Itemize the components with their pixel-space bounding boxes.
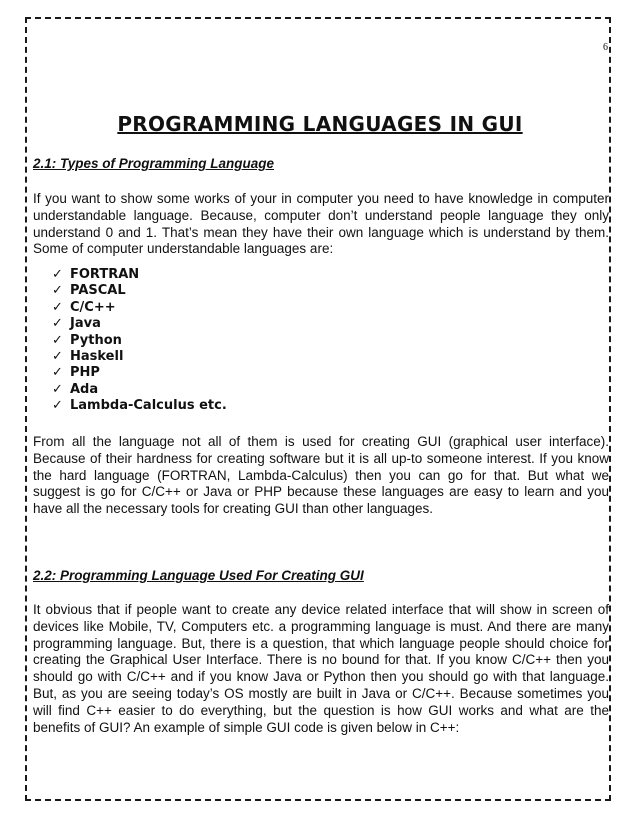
- language-name: Python: [70, 332, 122, 348]
- intro-paragraph: If you want to show some works of your in computer you need to have knowledge in computer understandable language. Because, computer don’t understand people language they only understand 0 and 1. That’s mean they have their own language which is understand by them. Some of computer understandable languages are:: [33, 191, 609, 257]
- language-name: FORTRAN: [70, 267, 140, 282]
- check-mark-icon: ✓: [52, 398, 63, 414]
- check-mark-icon: ✓: [52, 365, 63, 381]
- list-item: [52, 398, 227, 414]
- check-mark-icon: ✓: [52, 267, 63, 282]
- list-item: [52, 349, 227, 365]
- list-item: [52, 316, 227, 332]
- language-name: C/C++: [70, 299, 116, 315]
- list-item: [52, 365, 227, 381]
- list-item: [52, 300, 227, 316]
- list-item: [52, 382, 227, 398]
- language-name: Haskell: [70, 348, 124, 364]
- language-name: Lambda-Calculus etc.: [70, 398, 227, 414]
- language-name: Ada: [70, 381, 99, 397]
- section-heading-gui-languages: 2.2: Programming Language Used For Creating GUI: [33, 568, 364, 583]
- check-mark-icon: ✓: [52, 348, 63, 364]
- gui-languages-paragraph: It obvious that if people want to create any device related interface that will show in screen of devices like Mobile, TV, Computers etc. a programming language is must. And there are many programming language. But, there is a question, that which language people should choice for creating the Graphical User Interface. There is no bound for that. If you know C/C++ then you should go with C/C++ and if you know Java or Python then you should go with that language. But, as you are seeing today’s OS mostly are built in Java or C/C++. Because sometimes you will find C++ easier to do everything, but the question is how GUI works and what are the benefits of GUI? An example of simple GUI code is given below in C++:: [33, 602, 609, 735]
- language-list: [52, 267, 227, 415]
- check-mark-icon: ✓: [52, 332, 63, 348]
- list-item: [52, 267, 227, 283]
- language-name: PHP: [70, 365, 100, 381]
- page-title: PROGRAMMING LANGUAGES IN GUI: [117, 112, 523, 136]
- page-number: 6: [603, 42, 608, 53]
- language-name: PASCAL: [70, 283, 126, 299]
- list-item: [52, 333, 227, 349]
- check-mark-icon: ✓: [52, 316, 63, 332]
- check-mark-icon: ✓: [52, 283, 63, 299]
- check-mark-icon: ✓: [52, 381, 63, 397]
- gui-paragraph: From all the language not all of them is used for creating GUI (graphical user interface). Because of their hardness for creating software but it is all up-to someone interest. If you know the hard language (FORTRAN, Lambda-Calculus) then you can go for that. But what we suggest is go for C/C++ or Java or PHP because these languages are easy to learn and you have all the necessary tools for creating GUI than other languages.: [33, 434, 609, 517]
- list-item: [52, 283, 227, 299]
- check-mark-icon: ✓: [52, 299, 63, 315]
- language-name: Java: [70, 316, 101, 332]
- section-heading-types: 2.1: Types of Programming Language: [33, 156, 275, 171]
